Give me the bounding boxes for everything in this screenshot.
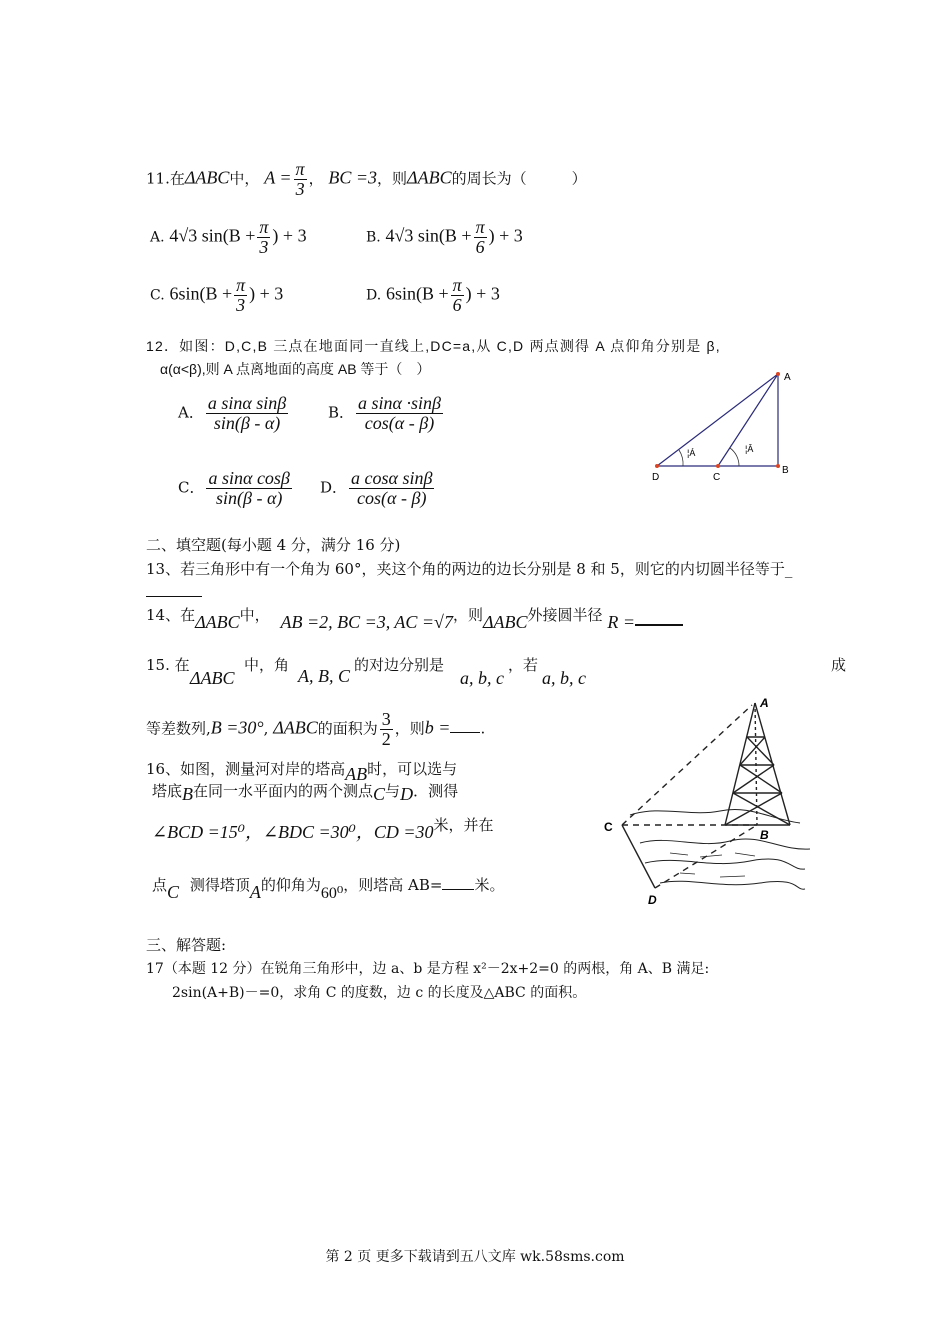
label-c: C [604,820,613,834]
q17-line2: 2sin(A+B)－=0，求角 C 的度数，边 c 的长度及△ABC 的面积。 [172,985,587,1001]
q14-line: 14、在ΔABC中， AB =2, BC =3, AC =√7，则ΔABC外接圆半径 R = [146,612,683,642]
q12-option-c: C． $\frac{\text{a sinα cosβ}}{\sin(\beta - \alpha)}$ [178,468,290,508]
q16-line3: ∠BCD =15⁰，∠BDC =30⁰，CD =30米，并在 [152,816,494,842]
tower-axis [755,703,757,825]
angle-arc-c [730,448,739,466]
river-bank [645,859,805,869]
q15-line2: 等差数列,B =30°, ΔABC的面积为 $\frac{3}{2}$ ，则b = . [146,709,486,749]
q12-line1: 12．如图：D,C,B 三点在地面同一直线上,DC=a,从 C,D 两点测得 A 点仰角分别是 β, [146,338,721,354]
q16-line2: 塔底B在同一水平面内的两个测点C与D．测得 [152,782,459,804]
q11-option-c: C. 6sin(B + $\frac{\pi}{3}$ ) + 3 [150,275,284,315]
tower-brace [725,793,782,825]
angle-arc-d [679,450,683,466]
river-bank [660,881,805,889]
label-a: A [760,696,769,710]
sight-line-ca [622,705,752,825]
label-d: D [648,893,657,907]
q13-answer-blank [146,580,202,597]
q12-triangle-figure [645,366,805,486]
q12-option-b: B． $\frac{\text{a sinα ·sinβ}}{\cos(\alpha - \beta)}$ [328,393,441,433]
q12-option-d: D． $\frac{\text{a cosα sinβ}}{\cos(\alpha - \beta)}$ [320,468,433,508]
section-2-heading: 二、填空题(每小题 4 分，满分 16 分) [146,536,401,554]
q16-line1: 16、如图，测量河对岸的塔高AB时，可以选与 [146,760,458,784]
line-cd [622,825,655,888]
river-wave [670,853,755,877]
q13-line1: 13、若三角形中有一个角为 60°，夹这个角的两边的边长分别是 8 和 5，则它的内切圆半径等于_ [146,560,793,578]
q16-line4: 点C 测得塔顶A的仰角为60⁰，则塔高 AB= 米。 [152,876,505,902]
q12-option-a: A． $\frac{\text{a sinα sinβ}}{\sin(\beta - \alpha)}$ [178,393,287,433]
q11-option-a: A. 4√3 sin(B + $\frac{\pi}{3}$ ) + 3 [150,217,307,257]
q17-line1: 17（本题 12 分）在锐角三角形中，边 a、b 是方程 x²－2x+2=0 的两根，角 A、B 满足: [146,961,710,977]
label-b: B [760,828,769,842]
page-footer: 第 2 页 更多下载请到五八文库 wk.58sms.com [325,1249,625,1265]
label-c: C [713,472,721,483]
line-da [657,374,778,466]
q11-option-b: B. 4√3 sin(B + $\frac{\pi}{6}$ ) + 3 [366,217,523,257]
q16-tower-figure [600,693,820,908]
label-angle-alpha: ¦Á [687,448,696,458]
q11-stem: 11.在ΔABC中， A = $\frac{\pi}{3}$ ， BC =3，则ΔABC的周长为（ ） [146,159,587,199]
point-c [716,464,720,468]
label-b: B [782,465,789,476]
label-d: D [652,472,660,483]
point-d [655,464,659,468]
q11-option-d: D. 6sin(B + $\frac{\pi}{6}$ ) + 3 [366,275,500,315]
pi-over-3: $\frac{\pi}{3}$ [295,159,305,199]
q14-answer-blank [635,623,683,626]
q15-answer-blank [450,718,480,733]
section-3-heading: 三、解答题: [146,936,227,954]
tower-brace [733,793,790,825]
point-a [776,372,780,376]
label-a: A [784,372,791,383]
q16-answer-blank [442,875,474,890]
tower-brace [740,765,782,793]
q12-line2: α(α<β),则 A 点离地面的高度 AB 等于（ ） [160,361,431,377]
point-b [776,464,780,468]
q15-line1: 15. 在 ΔABC 中，角 A, B, C 的对边分别是 a, b, c ，若 a, b, c 成 [146,656,846,688]
label-angle-beta: ¦Â [745,444,754,454]
